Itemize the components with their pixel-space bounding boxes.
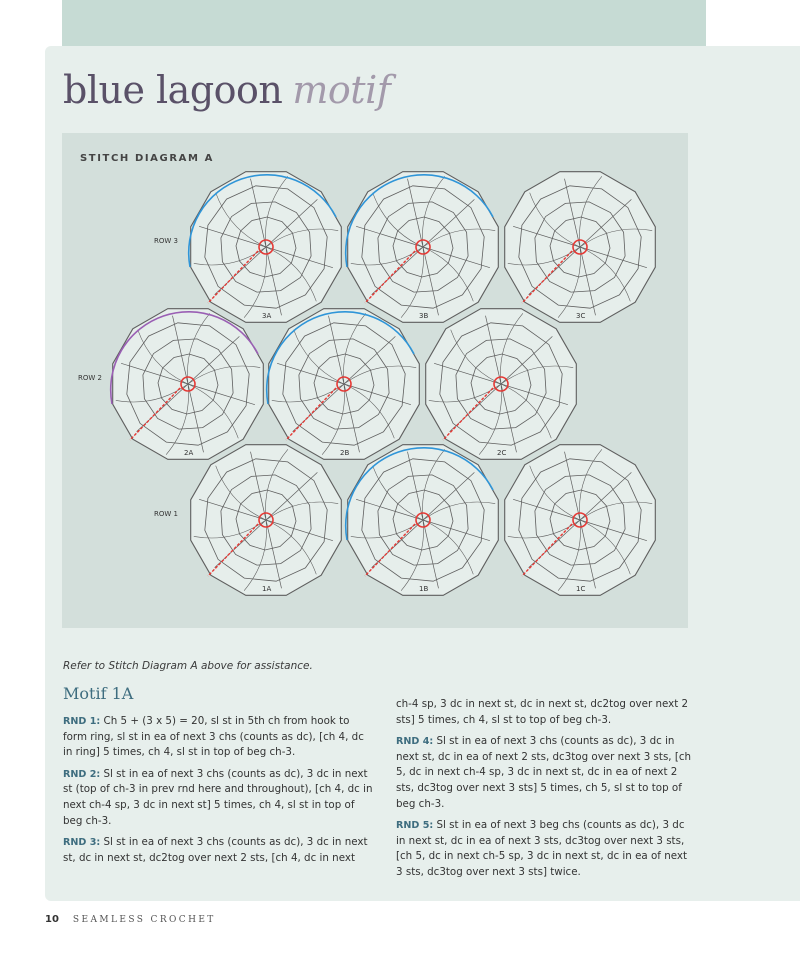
- page-footer: [45, 914, 216, 925]
- round-text: Ch 5 + (3 x 5) = 20, sl st in 5th ch from hook to form ring, sl st in ea of next 3 chs (counts as dc), [ch 4, dc in ring] 5 times, ch 4, sl st in top of beg ch-3.: [63, 715, 364, 759]
- page-title: [63, 68, 390, 112]
- round-3-continued: ch-4 sp, 3 dc in next st, dc in next st, dc2tog over next 2 sts] 5 times, ch 4, sl st to top of beg ch-3.: [396, 698, 689, 726]
- row-label: ROW 2: [78, 374, 102, 382]
- motif-label: 2A: [184, 449, 194, 457]
- instructions-column-1: [63, 714, 373, 872]
- title-main: blue lagoon: [63, 68, 283, 112]
- round-3: [63, 835, 373, 866]
- round-label: RND 2:: [63, 768, 101, 780]
- round-4: [396, 734, 696, 812]
- motif-label: 3B: [419, 312, 429, 320]
- motif-label: 1C: [576, 585, 586, 593]
- round-2: [63, 767, 373, 829]
- round-label: RND 3:: [63, 837, 101, 849]
- motif-label: 2B: [340, 449, 350, 457]
- diagram-label: STITCH DIAGRAM A: [80, 153, 214, 164]
- header-band: [62, 0, 706, 46]
- round-text: Sl st in ea of next 3 chs (counts as dc), 3 dc in next st, dc in next st, dc2tog over next 2 sts, [ch 4, dc in next: [63, 836, 368, 864]
- book-title: SEAMLESS CROCHET: [72, 915, 216, 925]
- row-label: ROW 3: [154, 237, 178, 245]
- round-label: RND 5:: [396, 820, 434, 832]
- motif-label: 2C: [497, 449, 507, 457]
- title-accent: motif: [292, 68, 391, 112]
- round-5: [396, 818, 696, 880]
- round-label: RND 4:: [396, 736, 434, 748]
- motif-label: 3C: [576, 312, 586, 320]
- row-label: ROW 1: [154, 510, 178, 518]
- motif-heading: Motif 1A: [63, 684, 134, 703]
- reference-note: Refer to Stitch Diagram A above for assistance.: [63, 660, 313, 672]
- round-label: RND 1:: [63, 716, 101, 727]
- round-text: Sl st in ea of next 3 chs (counts as dc), 3 dc in next st, dc in ea of next 2 sts, dc3tog over next 3 sts, [ch 5, dc in next ch-4 sp, 3 dc in next st, dc in ea of next 2 sts, dc3tog over next 3 sts] 5 times, ch 5, sl st to top of beg ch-3.: [396, 735, 692, 810]
- page-number: 10: [45, 914, 59, 925]
- round-text: Sl st in ea of next 3 beg chs (counts as dc), 3 dc in next st, dc in ea of next 3 sts, dc3tog over next 3 sts, [ch 5, dc in next ch-5 sp, 3 dc in next st, dc in ea of next 3 sts, dc3tog over next 3 sts] twice.: [396, 819, 688, 878]
- stitch-diagram: [62, 133, 688, 628]
- motif-label: 3A: [262, 312, 272, 320]
- motif-label: 1B: [419, 585, 429, 593]
- motif-label: 1A: [262, 585, 272, 593]
- instructions-column-2: [396, 697, 696, 887]
- round-1: [63, 714, 373, 761]
- round-text: Sl st in ea of next 3 chs (counts as dc), 3 dc in next st (top of ch-3 in prev rnd here and throughout), [ch 4, dc in next ch-4 sp, 3 dc in next st] 5 times, ch 4, sl st in top of beg ch-3.: [63, 767, 373, 827]
